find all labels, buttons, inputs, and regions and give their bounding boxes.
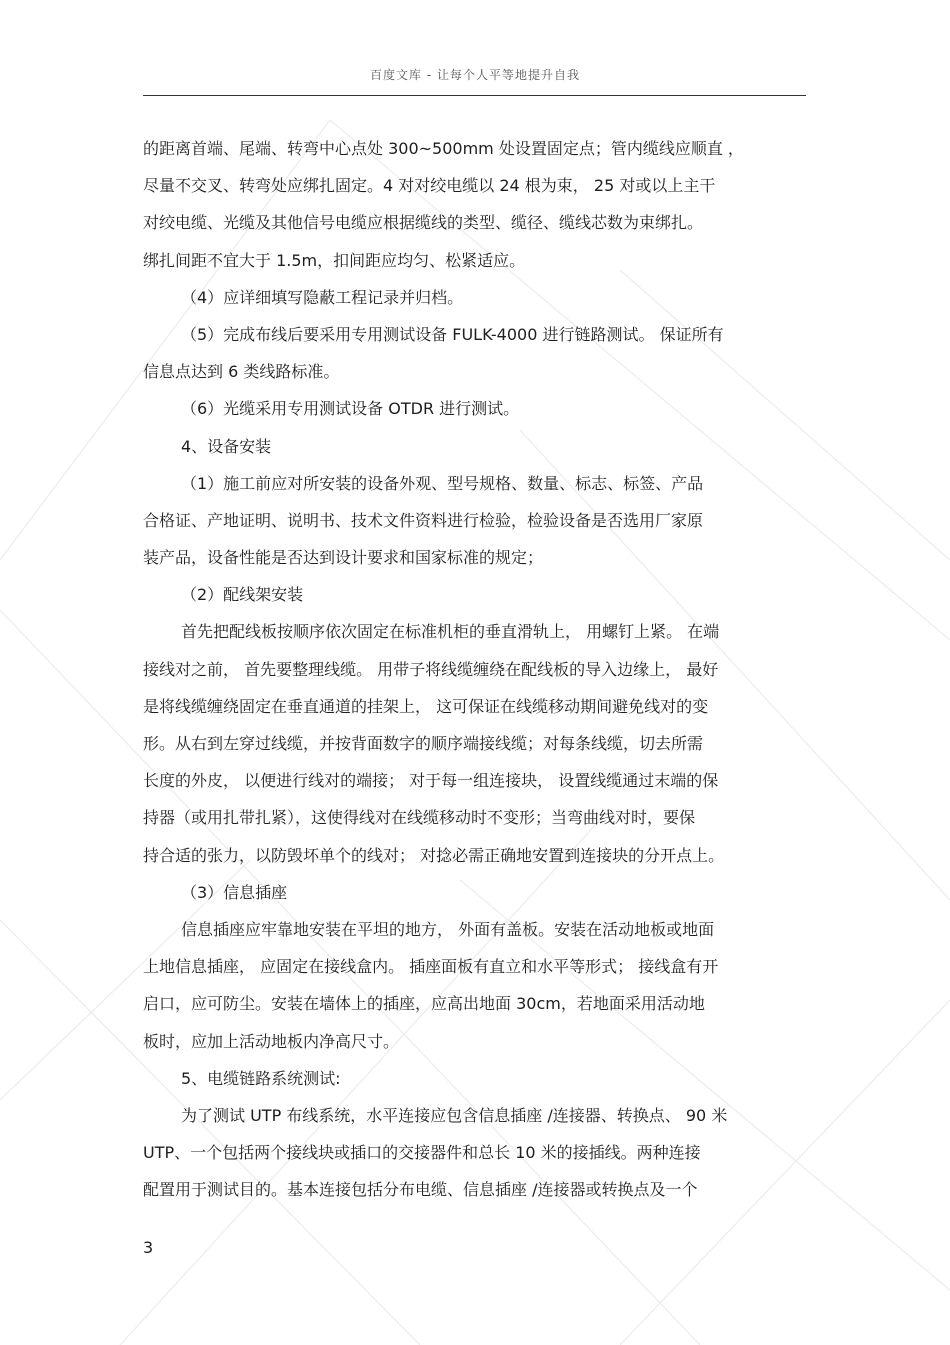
text-line: 是将线缆缠绕固定在垂直通道的挂架上， 这可保证在线缆移动期间避免线对的变 <box>143 696 709 716</box>
text-line: 装产品，设备性能是否达到设计要求和国家标准的规定； <box>143 548 544 568</box>
text-line: 上地信息插座， 应固定在接线盒内。 插座面板有直立和水平等形式； 接线盒有开 <box>143 957 719 977</box>
text-line: 对绞电缆、光缆及其他信号电缆应根据缆线的类型、缆径、缆线芯数为束绑扎。 <box>143 213 704 233</box>
text-line: 的距离首端、尾端、转弯中心点处 300~500mm 处设置固定点；管内缆线应顺直 ， <box>143 139 744 158</box>
subsection-heading: （3）信息插座 <box>181 882 288 902</box>
text-line: （6）光缆采用专用测试设备 OTDR 进行测试。 <box>181 399 520 419</box>
text-line: 持合适的张力，以防毁坏单个的线对； 对捻必需正确地安置到连接块的分开点上。 <box>143 845 725 865</box>
text-line: 合格证、产地证明、说明书、技术文件资料进行检验，检验设备是否选用厂家原 <box>143 510 704 530</box>
text-line: 为了测试 UTP 布线系统，水平连接应包含信息插座 /连接器、转换点、 90 米 <box>181 1105 728 1125</box>
text-line: 信息点达到 6 类线路标准。 <box>143 362 340 382</box>
subsection-heading: （2）配线架安装 <box>181 585 304 605</box>
text-line: 板时，应加上活动地板内净高尺寸。 <box>143 1031 400 1051</box>
text-line: UTP、一个包括两个接线块或插口的交接器件和总长 10 米的接插线。两种连接 <box>143 1143 701 1163</box>
page-number: 3 <box>143 1238 154 1257</box>
text-line: 绑扎间距不宜大于 1.5m，扣间距应均匀、松紧适应。 <box>143 250 526 270</box>
text-line: （1）施工前应对所安装的设备外观、型号规格、数量、标志、标签、产品 <box>181 473 704 493</box>
text-line: （4）应详细填写隐蔽工程记录并归档。 <box>181 287 464 307</box>
text-line: （5）完成布线后要采用专用测试设备 FULK-4000 进行链路测试。 保证所有 <box>181 324 724 344</box>
text-line: 接线对之前， 首先要整理线缆。 用带子将线缆缠绕在配线板的导入边缘上， 最好 <box>143 659 719 679</box>
text-line: 信息插座应牢靠地安装在平坦的地方， 外面有盖板。安装在活动地板或地面 <box>181 919 715 939</box>
text-line: 持器（或用扎带扎紧），这使得线对在线缆移动时不变形；当弯曲线对时，要保 <box>143 808 696 828</box>
header-divider <box>143 95 806 96</box>
text-line: 启口，应可防尘。安装在墙体上的插座，应高出地面 30cm，若地面采用活动地 <box>143 994 705 1014</box>
text-line: 首先把配线板按顺序依次固定在标准机柜的垂直滑轨上， 用螺钉上紧。 在端 <box>181 622 720 642</box>
page-header: 百度文库 - 让每个人平等地提升自我 <box>370 68 580 82</box>
text-line: 长度的外皮， 以便进行线对的端接； 对于每一组连接块， 设置线缆通过末端的保 <box>143 771 719 791</box>
text-line: 配置用于测试目的。基本连接包括分布电缆、信息插座 /连接器或转换点及一个 <box>143 1180 698 1200</box>
text-line: 形。从右到左穿过线缆，并按背面数字的顺序端接线缆；对每条线缆，切去所需 <box>143 734 704 753</box>
document-body <box>143 130 806 1208</box>
section-heading: 5、电缆链路系统测试: <box>181 1068 341 1088</box>
section-heading: 4、设备安装 <box>181 436 272 456</box>
text-line: 尽量不交叉、转弯处应绑扎固定。4 对对绞电缆以 24 根为束， 25 对或以上主干 <box>143 176 716 196</box>
